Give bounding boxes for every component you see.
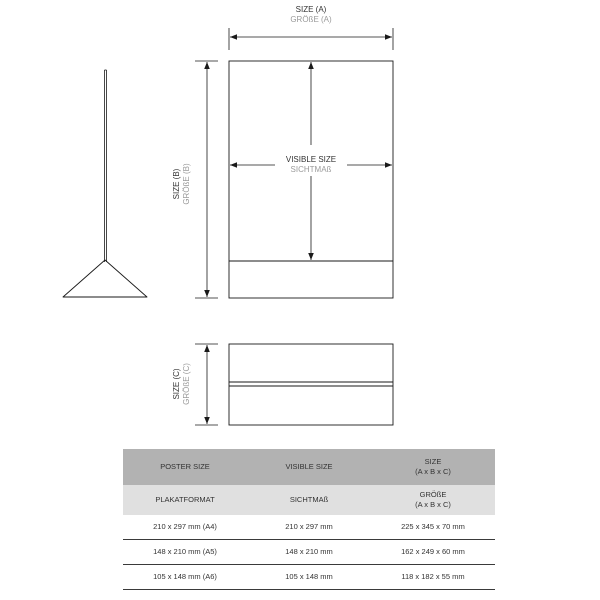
header-size-line2: (A x B x C) xyxy=(415,467,451,476)
size-b-label-de: GRÖßE (B) xyxy=(182,163,191,205)
side-view-base xyxy=(63,260,147,297)
table-header-row-de xyxy=(123,485,495,515)
table-row xyxy=(123,565,495,590)
size-b-dimension xyxy=(172,61,218,298)
cell-visible-size: 148 x 210 mm xyxy=(247,540,371,565)
header-poster-size: POSTER SIZE xyxy=(123,449,247,485)
header-plakatformat: PLAKATFORMAT xyxy=(123,485,247,515)
header-visible-size: VISIBLE SIZE xyxy=(247,449,371,485)
size-a-label-de: GRÖßE (A) xyxy=(290,15,332,24)
header-groesse-line1: GRÖßE xyxy=(419,490,447,499)
front-view xyxy=(229,61,393,298)
header-size xyxy=(371,449,495,485)
header-sichtmass: SICHTMAß xyxy=(247,485,371,515)
table-row xyxy=(123,515,495,540)
header-groesse-line2: (A x B x C) xyxy=(415,500,451,509)
visible-size-label-en: VISIBLE SIZE xyxy=(285,155,337,164)
side-view xyxy=(63,70,147,297)
size-c-label-de: GRÖßE (C) xyxy=(182,363,191,405)
header-size-line1: SIZE xyxy=(424,457,442,466)
cell-size: 118 x 182 x 55 mm xyxy=(371,565,495,590)
cell-visible-size: 210 x 297 mm xyxy=(247,515,371,540)
size-c-label-en: SIZE (C) xyxy=(172,368,181,400)
top-view xyxy=(229,344,393,425)
header-groesse xyxy=(371,485,495,515)
cell-size: 225 x 345 x 70 mm xyxy=(371,515,495,540)
cell-visible-size: 105 x 148 mm xyxy=(247,565,371,590)
size-b-label-en: SIZE (B) xyxy=(172,168,181,200)
cell-size: 162 x 249 x 60 mm xyxy=(371,540,495,565)
visible-size-label-de: SICHTMAß xyxy=(290,165,332,174)
table-header-row-en xyxy=(123,449,495,485)
cell-poster-size: 148 x 210 mm (A5) xyxy=(123,540,247,565)
top-view-frame xyxy=(229,344,393,425)
cell-poster-size: 210 x 297 mm (A4) xyxy=(123,515,247,540)
size-c-dimension xyxy=(172,344,218,425)
size-specification-table xyxy=(123,449,495,590)
table-row xyxy=(123,540,495,565)
size-a-label-en: SIZE (A) xyxy=(295,5,327,14)
size-a-dimension xyxy=(229,5,393,50)
cell-poster-size: 105 x 148 mm (A6) xyxy=(123,565,247,590)
